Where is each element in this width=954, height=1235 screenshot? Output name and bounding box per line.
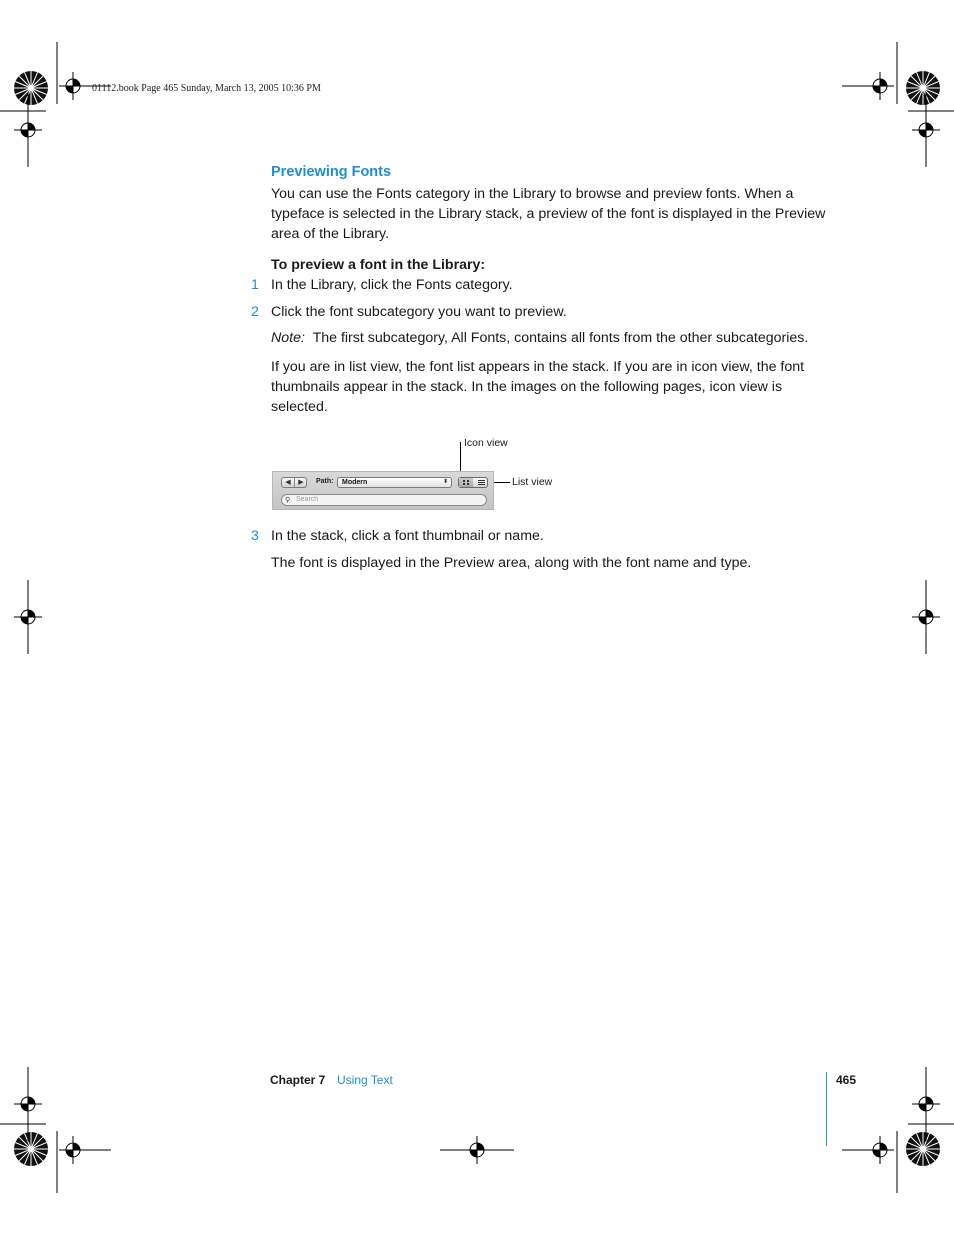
- footer-divider: [826, 1072, 827, 1146]
- back-forward-buttons[interactable]: [281, 477, 307, 488]
- select-arrows-icon: ⬍: [442, 479, 448, 485]
- registration-starburst-tr: [906, 71, 940, 105]
- search-placeholder: Search: [296, 496, 319, 503]
- path-select-value: Modern: [342, 479, 368, 486]
- note-label: Note:: [271, 330, 305, 346]
- step-number-3: 3: [251, 528, 259, 544]
- search-icon: ⚲: [285, 497, 291, 504]
- path-label: Path:: [316, 478, 334, 485]
- result-paragraph: The font is displayed in the Preview area, along with the font name and type.: [271, 555, 752, 571]
- search-input[interactable]: [281, 494, 487, 506]
- step-number-2: 2: [251, 304, 259, 320]
- intro-paragraph: You can use the Fonts category in the Library to browse and preview fonts. When a typeface is selected in the Library stack, a preview of the font is displayed in the Preview area of the Library.: [271, 186, 826, 242]
- registration-starburst-tl: [14, 71, 48, 105]
- step-text-2: Click the font subcategory you want to preview.: [271, 304, 567, 320]
- path-select[interactable]: [337, 477, 452, 488]
- library-toolbar: [272, 471, 494, 510]
- callout-icon-view: Icon view: [464, 437, 508, 449]
- forward-arrow-icon[interactable]: ▶: [298, 479, 304, 486]
- back-arrow-icon[interactable]: ◀: [285, 479, 291, 486]
- registration-starburst-br: [906, 1132, 940, 1166]
- footer-chapter-title: Using Text: [337, 1073, 393, 1087]
- note-text: The first subcategory, All Fonts, contains all fonts from the other subcategories.: [312, 330, 809, 346]
- step-text-1: In the Library, click the Fonts category.: [271, 277, 513, 293]
- step-number-1: 1: [251, 277, 259, 293]
- footer-chapter: Chapter 7: [270, 1073, 326, 1087]
- list-view-button[interactable]: [474, 478, 488, 487]
- print-header: 01112.book Page 465 Sunday, March 13, 2005 10:36 PM: [92, 83, 321, 94]
- grid-icon: [463, 480, 469, 485]
- step-text-3: In the stack, click a font thumbnail or name.: [271, 528, 544, 544]
- view-toggle: [458, 477, 488, 488]
- procedure-heading: To preview a font in the Library:: [271, 257, 486, 273]
- view-paragraph: If you are in list view, the font list appears in the stack. If you are in icon view, the font thumbnails appear in the stack. In the images on the following pages, icon view is selected.: [271, 359, 805, 415]
- list-icon: [478, 480, 485, 485]
- callout-list-view: List view: [512, 476, 553, 488]
- section-title: Previewing Fonts: [271, 164, 392, 180]
- icon-view-button[interactable]: [459, 478, 473, 487]
- note: [271, 330, 808, 346]
- page-number: 465: [836, 1073, 857, 1087]
- registration-starburst-bl: [14, 1132, 48, 1166]
